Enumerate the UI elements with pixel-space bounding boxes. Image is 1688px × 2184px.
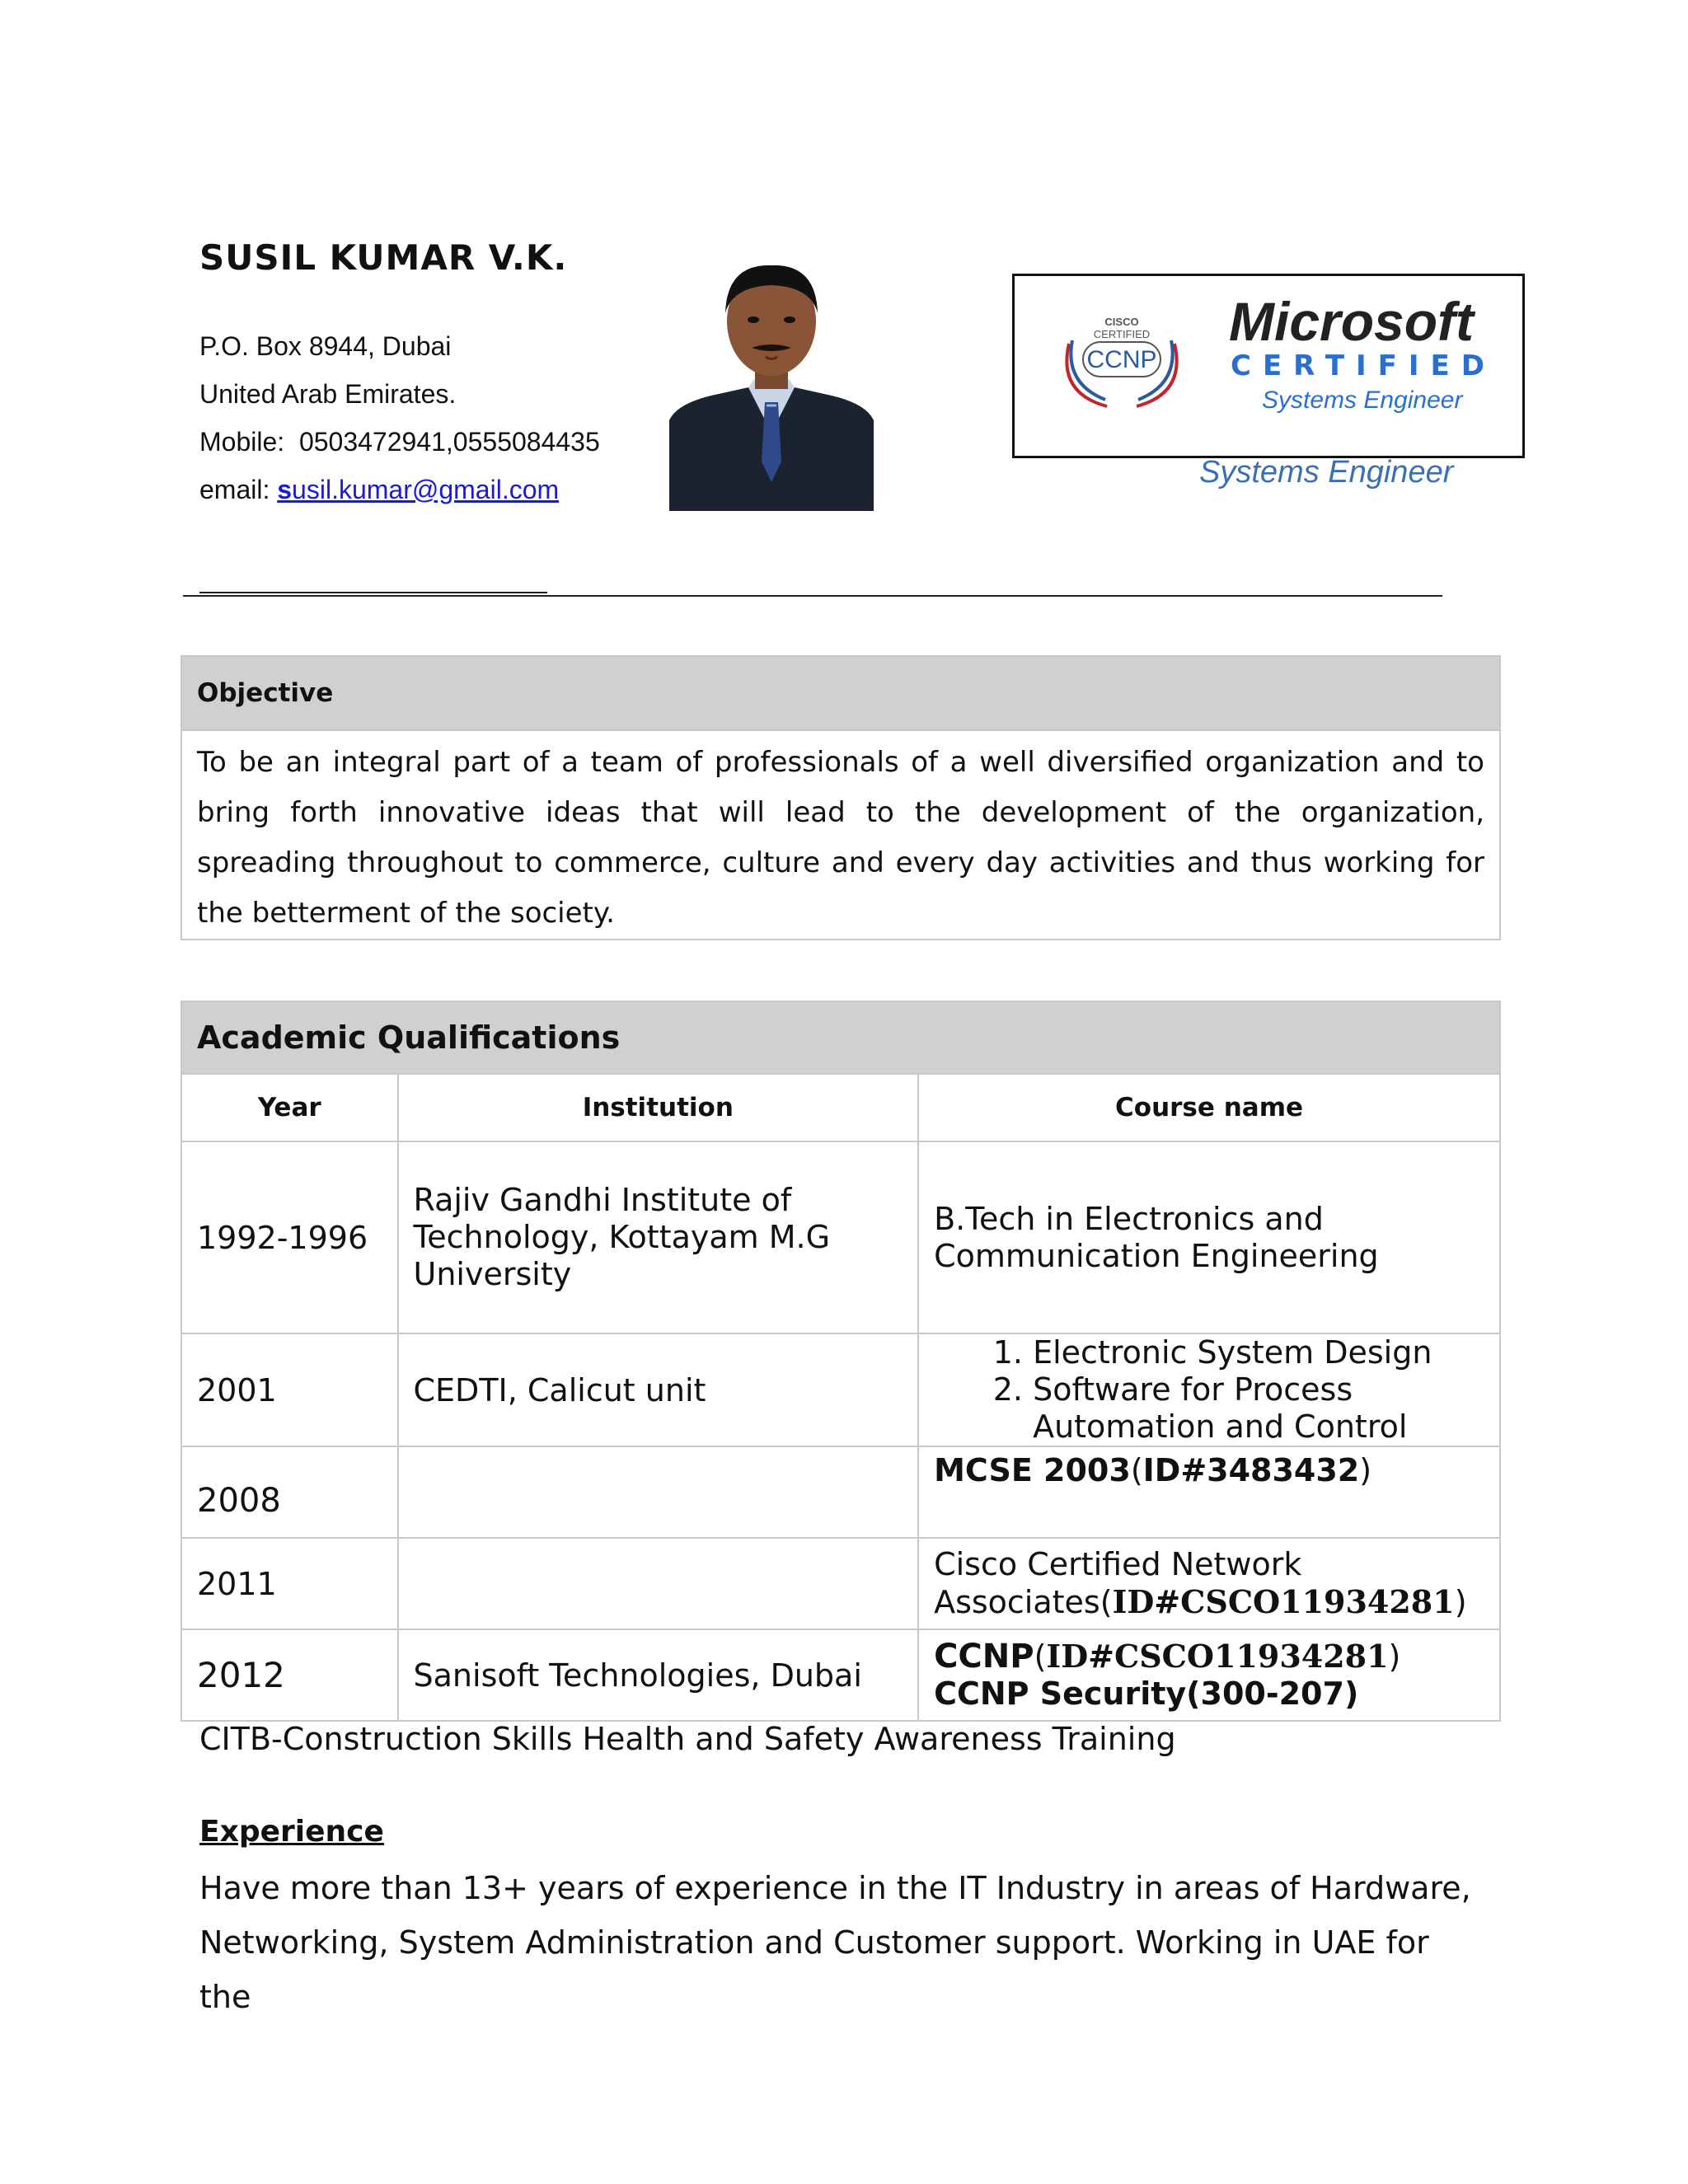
table-row — [181, 1333, 1500, 1446]
mobile-label: Mobile: — [199, 427, 285, 457]
address-line-2: United Arab Emirates. — [199, 379, 457, 409]
training-line: CITB-Construction Skills Health and Safety Awareness Training — [199, 1721, 1176, 1757]
profile-photo — [669, 255, 874, 511]
experience-title: Experience — [199, 1815, 384, 1849]
course-cell: CCNP(ID#CSCO11934281) CCNP Security(300-207) — [918, 1629, 1500, 1721]
academic-title: Academic Qualifications — [181, 1001, 1500, 1074]
svg-text:CERTIFIED: CERTIFIED — [1231, 349, 1496, 382]
institution-cell: Rajiv Gandhi Institute of Technology, Kottayam M.G University — [398, 1141, 919, 1333]
course-cell: Cisco Certified Network Associates(ID#CSCO11934281) — [918, 1538, 1500, 1629]
year-cell: 1992-1996 — [181, 1141, 398, 1333]
course-cell — [918, 1333, 1500, 1446]
svg-text:Microsoft: Microsoft — [1229, 291, 1474, 352]
list-item: 1. Electronic System Design — [1033, 1334, 1484, 1371]
certification-logos — [1012, 274, 1525, 458]
column-header-institution: Institution — [398, 1074, 919, 1141]
experience-text: Have more than 13+ years of experience in the IT Industry in areas of Hardware, Networking, System Administration and Customer support. Working in UAE for the — [199, 1870, 1471, 2015]
microsoft-certified-logo — [1229, 291, 1496, 414]
academic-table — [181, 1001, 1501, 1722]
svg-text:CERTIFIED: CERTIFIED — [1093, 328, 1151, 340]
email-link[interactable]: susil.kumar@gmail.com — [277, 475, 560, 504]
table-row — [181, 1141, 1500, 1333]
ccnp-logo — [1067, 316, 1176, 406]
objective-section — [181, 655, 1501, 940]
year-cell: 2012 — [181, 1629, 398, 1721]
mobile-value: 0503472941,0555084435 — [298, 427, 600, 457]
course-cell: B.Tech in Electronics and Communication Engineering — [918, 1141, 1500, 1333]
systems-engineer-caption: Systems Engineer — [1199, 455, 1454, 490]
year-cell: 2001 — [181, 1333, 398, 1446]
objective-text: To be an integral part of a team of professionals of a well diversified organization and to bring forth innovative ideas that will lead to the development of the organization, spreading throughout to commerce, culture and every day activities and thus working for the betterment of the society. — [181, 730, 1500, 940]
objective-title: Objective — [181, 656, 1500, 730]
address-line-1: P.O. Box 8944, Dubai — [199, 331, 452, 361]
institution-cell — [398, 1446, 919, 1538]
institution-cell: Sanisoft Technologies, Dubai — [398, 1629, 919, 1721]
course-cell: MCSE 2003(ID#3483432) — [918, 1446, 1500, 1538]
column-header-course: Course name — [918, 1074, 1500, 1141]
header-divider — [183, 595, 1442, 597]
table-row — [181, 1446, 1500, 1538]
institution-cell: CEDTI, Calicut unit — [398, 1333, 919, 1446]
year-cell: 2011 — [181, 1538, 398, 1629]
table-row — [181, 1629, 1500, 1721]
email-line — [199, 475, 559, 505]
mobile-line — [199, 427, 600, 457]
candidate-name: SUSIL KUMAR V.K. — [199, 237, 568, 278]
svg-text:Systems Engineer: Systems Engineer — [1262, 387, 1463, 414]
svg-text:CCNP: CCNP — [1086, 346, 1157, 373]
svg-text:CISCO: CISCO — [1104, 316, 1139, 328]
column-header-year: Year — [181, 1074, 398, 1141]
institution-cell — [398, 1538, 919, 1629]
table-row — [181, 1538, 1500, 1629]
header-divider-short — [199, 592, 547, 593]
year-cell: 2008 — [181, 1446, 398, 1538]
list-item: 2. Software for Process Automation and Control — [1033, 1371, 1484, 1446]
email-label: email: — [199, 475, 270, 504]
